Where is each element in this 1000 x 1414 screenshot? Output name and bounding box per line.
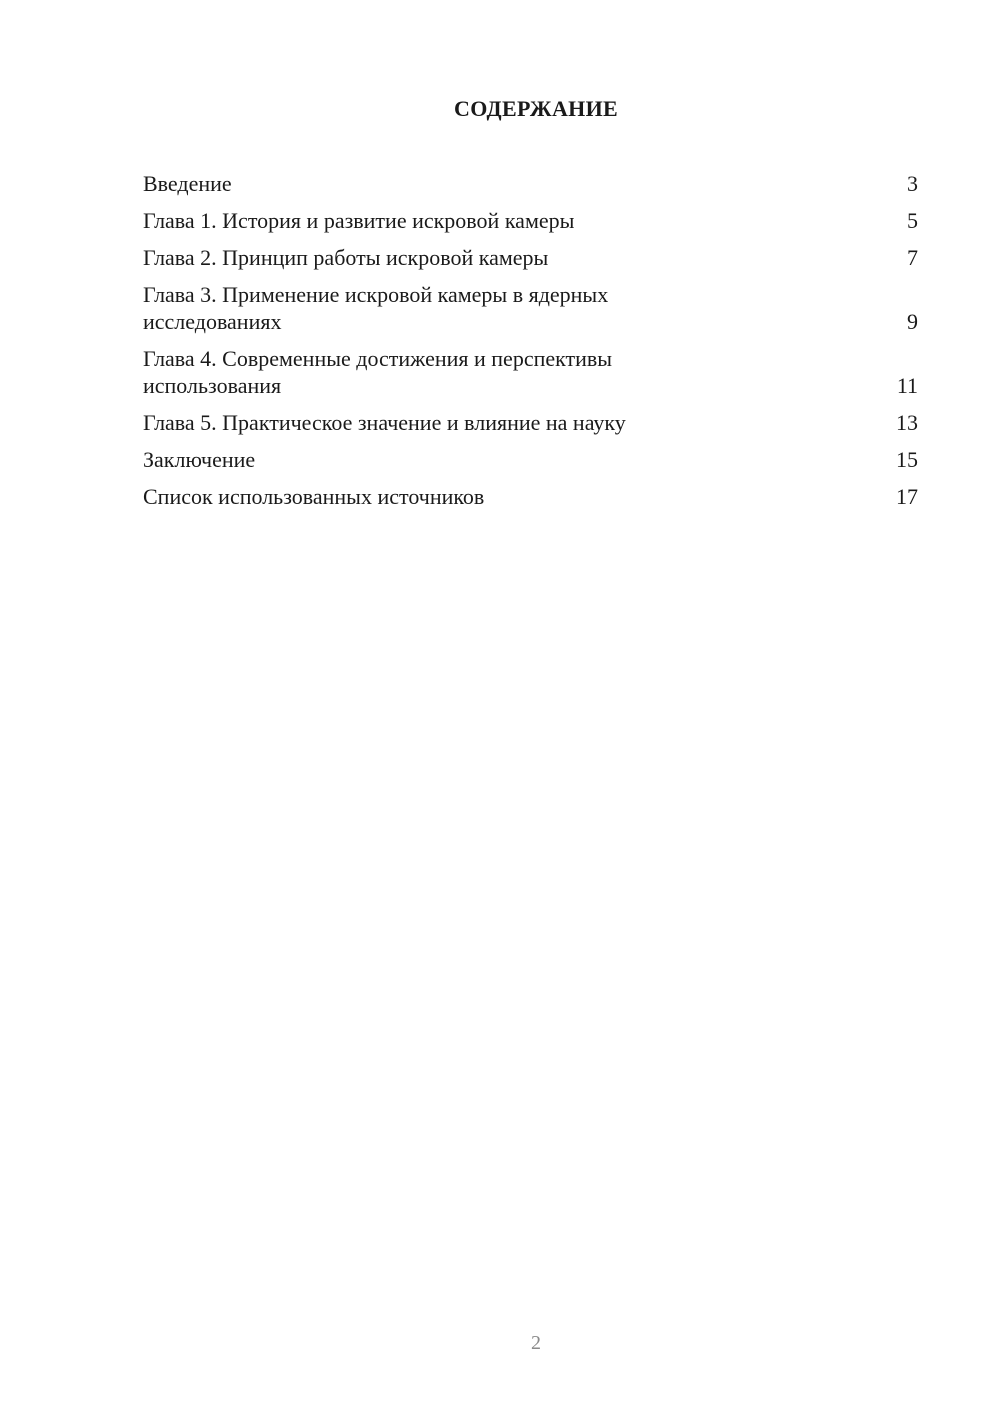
table-of-contents <box>143 170 918 510</box>
toc-entry-text: Список использованных источников <box>143 484 485 509</box>
page-number: 2 <box>531 1332 541 1354</box>
toc-entry-chapter-1[interactable] <box>143 207 918 234</box>
toc-entry-text: Глава 5. Практическое значение и влияние на науку <box>143 410 626 435</box>
toc-entry-text: Глава 1. История и развитие искровой камеры <box>143 208 575 233</box>
toc-entry-chapter-5[interactable] <box>143 409 918 436</box>
toc-entry-page: 5 <box>907 208 918 233</box>
toc-entry-text: Глава 4. Современные достижения и перспективы использования <box>143 346 613 398</box>
page-title: СОДЕРЖАНИЕ <box>454 96 618 121</box>
toc-entry-text: Глава 3. Применение искровой камеры в ядерных исследованиях <box>143 282 609 334</box>
toc-entry-chapter-3[interactable] <box>143 281 918 335</box>
toc-entry-page: 17 <box>896 484 918 509</box>
toc-entry-page: 3 <box>907 171 918 196</box>
toc-entry-introduction[interactable] <box>143 170 918 197</box>
toc-entry-text: Введение <box>143 171 232 196</box>
toc-entry-conclusion[interactable] <box>143 446 918 473</box>
toc-entry-page: 15 <box>896 447 918 472</box>
toc-entry-text: Глава 2. Принцип работы искровой камеры <box>143 245 549 270</box>
toc-entry-chapter-4[interactable] <box>143 345 918 399</box>
toc-entry-page: 13 <box>896 410 918 435</box>
toc-entry-page: 11 <box>896 373 918 398</box>
toc-entry-page: 9 <box>907 309 918 334</box>
toc-entry-chapter-2[interactable] <box>143 244 918 271</box>
toc-entry-page: 7 <box>907 245 918 270</box>
toc-entry-references[interactable] <box>143 483 918 510</box>
toc-entry-text: Заключение <box>143 447 256 472</box>
